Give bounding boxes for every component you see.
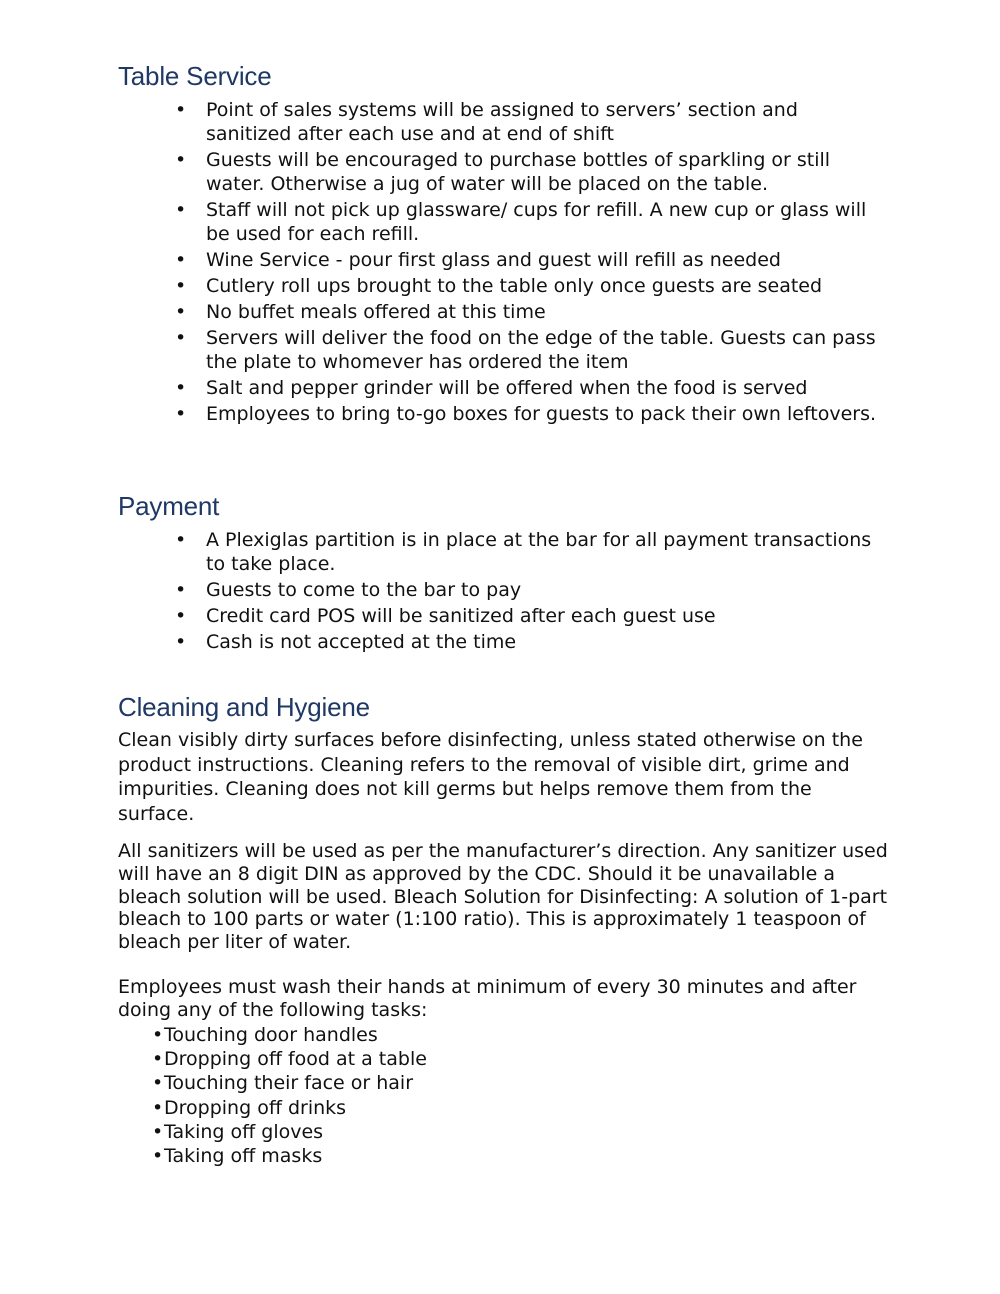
list-item-text: Taking off masks: [164, 1145, 323, 1168]
list-item: [175, 98, 886, 146]
list-item-text: Dropping off food at a table: [164, 1048, 427, 1071]
bullet-icon: •: [152, 1120, 164, 1143]
cleaning-paragraph-3: Employees must wash their hands at minimum of every 30 minutes and after doing any of the following tasks:: [118, 976, 857, 1021]
list-item: [152, 1023, 764, 1047]
list-item-text: Dropping off drinks: [164, 1096, 347, 1119]
list-item: [152, 1096, 764, 1120]
section-heading-cleaning-and-hygiene: Cleaning and Hygiene: [118, 692, 370, 722]
table-service-list: [175, 98, 886, 428]
list-item-text: Wine Service - pour first glass and guest will refill as needed: [206, 249, 781, 271]
section-heading-payment: Payment: [118, 491, 220, 521]
bullet-icon: •: [175, 301, 187, 323]
bullet-icon: •: [175, 579, 187, 601]
list-item: [175, 604, 886, 628]
bullet-icon: •: [175, 631, 187, 653]
list-item: [152, 1071, 764, 1095]
list-item: [175, 326, 886, 374]
list-item-text: Touching their face or hair: [164, 1072, 414, 1095]
list-item-text: A Plexiglas partition is in place at the bar for all payment transactions to take place.: [206, 529, 872, 575]
list-item: [175, 274, 886, 298]
section-heading-table-service: Table Service: [118, 61, 272, 91]
list-item-text: Servers will deliver the food on the edge of the table. Guests can pass the plate to whomever has ordered the item: [206, 327, 876, 373]
bullet-icon: •: [175, 403, 187, 425]
list-item: [175, 376, 886, 400]
bullet-icon: •: [175, 275, 187, 297]
bullet-icon: •: [175, 377, 187, 399]
list-item: [175, 528, 886, 576]
list-item: [152, 1120, 764, 1144]
list-item-text: Cutlery roll ups brought to the table only once guests are seated: [206, 275, 823, 297]
bullet-icon: •: [175, 605, 187, 627]
list-item-text: Salt and pepper grinder will be offered when the food is served: [206, 377, 808, 399]
bullet-icon: •: [175, 529, 187, 551]
list-item-text: Guests to come to the bar to pay: [206, 579, 522, 601]
list-item-text: Staff will not pick up glassware/ cups for refill. A new cup or glass will be used for each refill.: [206, 199, 867, 245]
bullet-icon: •: [175, 199, 187, 221]
bullet-icon: •: [175, 149, 187, 171]
list-item-text: Employees to bring to-go boxes for guests to pack their own leftovers.: [206, 403, 877, 425]
list-item: [175, 248, 886, 272]
bullet-icon: •: [175, 249, 187, 271]
list-item: [152, 1144, 764, 1168]
list-item: [175, 402, 886, 426]
list-item-text: Point of sales systems will be assigned to servers’ section and sanitized after each use and at end of shift: [206, 99, 798, 145]
cleaning-paragraph-1: Clean visibly dirty surfaces before disinfecting, unless stated otherwise on the product instructions. Cleaning refers to the removal of visible dirt, grime and impurities. Cleaning does not kill germs but helps remove them from the surface.: [118, 729, 863, 825]
bullet-icon: •: [152, 1048, 164, 1071]
bullet-icon: •: [175, 327, 187, 349]
cleaning-paragraph-2: All sanitizers will be used as per the manufacturer’s direction. Any sanitizer used will have an 8 digit DIN as approved by the CDC. Should it be unavailable a bleach solution will be used. Bleach Solution for Disinfecting: A solution of 1-part bleach to 100 parts or water (1:100 ratio). This is approximately 1 teaspoon of bleach per liter of water.: [118, 840, 888, 954]
list-item-text: Touching door handles: [164, 1024, 378, 1046]
list-item: [175, 198, 886, 246]
list-item: [175, 148, 886, 196]
list-item-text: Credit card POS will be sanitized after each guest use: [206, 605, 716, 627]
list-item: [152, 1047, 764, 1071]
list-item: [175, 578, 886, 602]
bullet-icon: •: [152, 1024, 164, 1046]
bullet-icon: •: [175, 99, 187, 121]
list-item-text: No buffet meals offered at this time: [206, 301, 546, 323]
handwashing-tasks-list: [152, 1023, 764, 1168]
list-item-text: Cash is not accepted at the time: [206, 631, 517, 653]
list-item: [175, 300, 886, 324]
payment-list: [175, 528, 886, 656]
bullet-icon: •: [152, 1072, 164, 1095]
list-item-text: Taking off gloves: [164, 1120, 324, 1143]
bullet-icon: •: [152, 1145, 164, 1168]
list-item-text: Guests will be encouraged to purchase bottles of sparkling or still water. Otherwise a jug of water will be placed on the table.: [206, 149, 831, 195]
list-item: [175, 630, 886, 654]
bullet-icon: •: [152, 1096, 164, 1119]
